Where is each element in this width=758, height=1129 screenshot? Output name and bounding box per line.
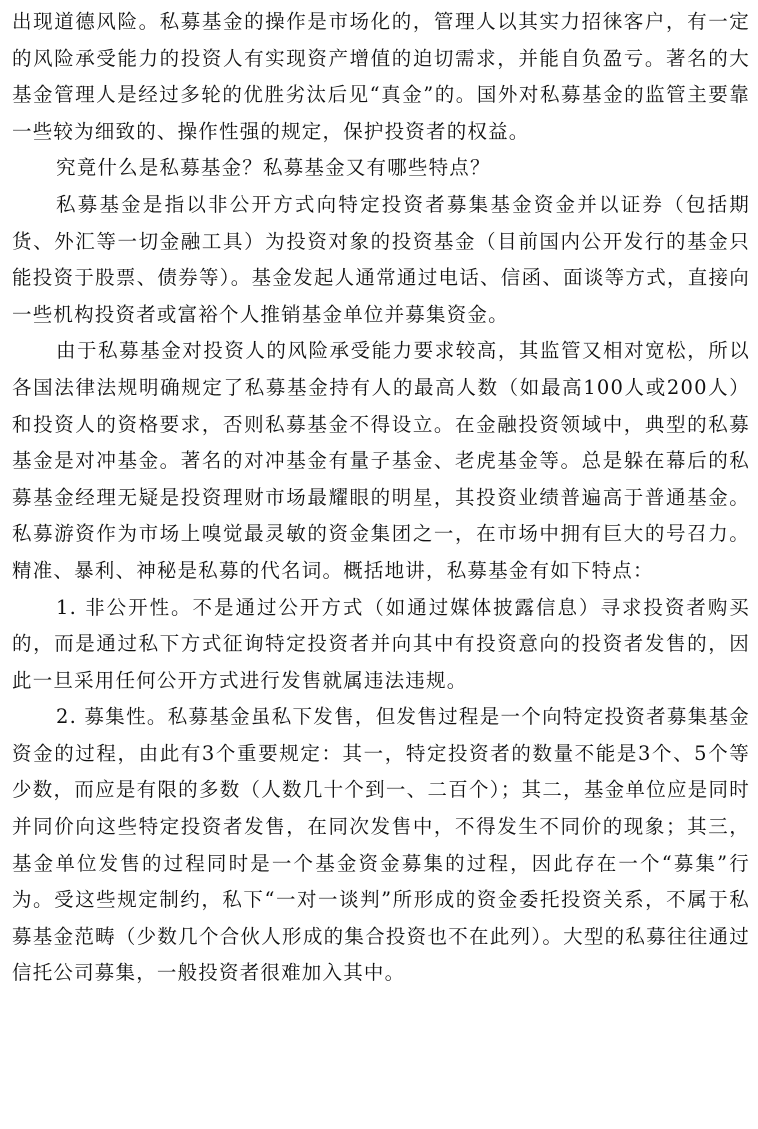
document-page [12,4,750,992]
paragraph-question: 究竟什么是私募基金？私募基金又有哪些特点？ [56,156,491,180]
paragraph-feature-1: 1. 非公开性。不是通过公开方式（如通过媒体披露信息）寻求投资者购买的，而是通过私下方式征询特定投资者并向其中有投资意向的投资者发售的，因此一旦采用任何公开方式进行发售就属违法违规。 [12,595,750,692]
paragraph-feature-2: 2. 募集性。私募基金虽私下发售，但发售过程是一个向特定投资者募集基金资金的过程，由此有3个重要规定：其一，特定投资者的数量不能是3个、5个等少数，而应是有限的多数（人数几十个到一、二百个）；其二，基金单位应是同时并同价向这些特定投资者发售，在同次发售中，不得发生不同价的现象；其三，基金单位发售的过程同时是一个基金资金募集的过程，因此存在一个“募集”行为。受这些规定制约，私下“一对一谈判”所形成的资金委托投资关系，不属于私募基金范畴（少数几个合伙人形成的集合投资也不在此列）。大型的私募往往通过信托公司募集，一般投资者很难加入其中。 [12,705,750,985]
paragraph-regulation: 由于私募基金对投资人的风险承受能力要求较高，其监管又相对宽松，所以各国法律法规明确规定了私募基金持有人的最高人数（如最高100人或200人）和投资人的资格要求，否则私募基金不得设立。在金融投资领域中，典型的私募基金是对冲基金。著名的对冲基金有量子基金、老虎基金等。总是躲在幕后的私募基金经理无疑是投资理财市场最耀眼的明星，其投资业绩普遍高于普通基金。私募游资作为市场上嗅觉最灵敏的资金集团之一，在市场中拥有巨大的号召力。精准、暴利、神秘是私募的代名词。概括地讲，私募基金有如下特点： [12,339,750,582]
paragraph-definition: 私募基金是指以非公开方式向特定投资者募集基金资金并以证券（包括期货、外汇等一切金融工具）为投资对象的投资基金（目前国内公开发行的基金只能投资于股票、债券等）。基金发起人通常通过电话、信函、面谈等方式，直接向一些机构投资者或富裕个人推销基金单位并募集资金。 [12,192,750,326]
paragraph-continuation: 出现道德风险。私募基金的操作是市场化的，管理人以其实力招徕客户，有一定的风险承受能力的投资人有实现资产增值的迫切需求，并能自负盈亏。著名的大基金管理人是经过多轮的优胜劣汰后见“真金”的。国外对私募基金的监管主要靠一些较为细致的、操作性强的规定，保护投资者的权益。 [12,10,750,143]
